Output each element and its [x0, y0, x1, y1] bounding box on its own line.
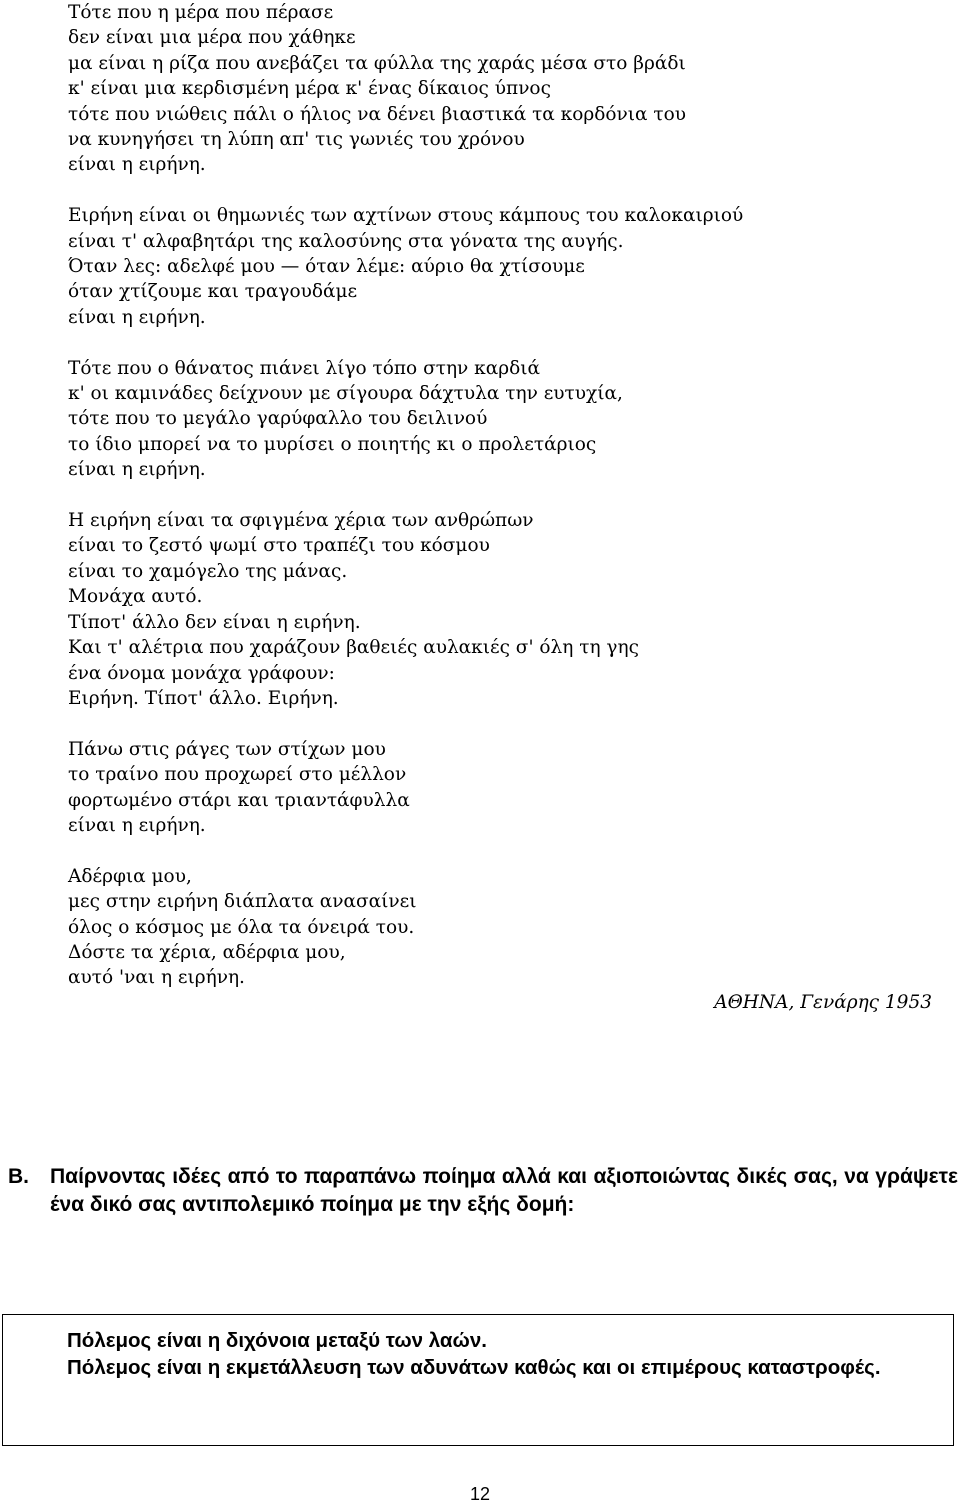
poem-line: Ειρήνη είναι οι θημωνιές των αχτίνων στους κάμπους του καλοκαιριού [68, 205, 744, 227]
task-text: Παίρνοντας ιδέες από το παραπάνω ποίημα αλλά και αξιοποιώντας δικές σας, να γράψετε ένα δικό σας αντιπολεμικό ποίημα με την εξής δομή: [50, 1165, 958, 1216]
poem-line: είναι η ειρήνη. [68, 814, 206, 836]
poem-line: δεν είναι μια μέρα που χάθηκε [68, 27, 356, 49]
poem-line: Τότε που η μέρα που πέρασε [68, 2, 334, 23]
poem-line: το ίδιο μπορεί να το μυρίσει ο ποιητής κι ο προλετάριος [68, 433, 597, 455]
task-letter: Β. [8, 1165, 29, 1188]
poem-line: τότε που το μεγάλο γαρύφαλλο του δειλινού [68, 408, 488, 430]
poem-line: το τραίνο που προχωρεί στο μέλλον [68, 764, 407, 786]
poem [68, 0, 948, 991]
example-line: Πόλεμος είναι η διχόνοια μεταξύ των λαών. [67, 1329, 487, 1352]
poem-line: είναι το χαμόγελο της μάνας. [68, 560, 348, 582]
poem-line: είναι τ' αλφαβητάρι της καλοσύνης στα γόνατα της αυγής. [68, 230, 624, 252]
poem-line: Τίποτ' άλλο δεν είναι η ειρήνη. [68, 611, 361, 633]
poem-line: κ' είναι μια κερδισμένη μέρα κ' ένας δίκαιος ύπνος [68, 78, 551, 100]
poem-line: όταν χτίζουμε και τραγουδάμε [68, 281, 358, 303]
poem-signature: ΑΘΗΝΑ, Γενάρης 1953 [714, 992, 932, 1013]
poem-line: Όταν λες: αδελφέ μου — όταν λέμε: αύριο θα χτίσουμε [68, 256, 585, 278]
poem-line: φορτωμένο στάρι και τριαντάφυλλα [68, 789, 410, 811]
poem-line: Και τ' αλέτρια που χαράζουν βαθειές αυλακιές σ' όλη τη γης [68, 637, 639, 659]
page-number: 12 [469, 1484, 491, 1504]
poem-line: να κυνηγήσει τη λύπη απ' τις γωνιές του χρόνου [68, 129, 525, 151]
poem-line: μες στην ειρήνη διάπλατα ανασαίνει [68, 891, 417, 913]
poem-line: Τότε που ο θάνατος πιάνει λίγο τόπο στην καρδιά [68, 357, 540, 379]
poem-line: όλος ο κόσμος με όλα τα όνειρά του. [68, 916, 415, 938]
stanza-6 [68, 864, 948, 991]
poem-line: Ειρήνη. Τίποτ' άλλο. Ειρήνη. [68, 687, 339, 709]
stanza-1 [68, 0, 948, 178]
poem-line: Πάνω στις ράγες των στίχων μου [68, 738, 386, 760]
stanza-4 [68, 508, 948, 711]
poem-line: ένα όνομα μονάχα γράφουν: [68, 662, 335, 684]
example-line: Πόλεμος είναι η εκμετάλλευση των αδυνάτων καθώς και οι επιμέρους καταστροφές. [67, 1356, 881, 1379]
poem-line: είναι το ζεστό ψωμί στο τραπέζι του κόσμου [68, 535, 490, 557]
example-box [2, 1314, 954, 1446]
stanza-3 [68, 356, 948, 483]
poem-line: Αδέρφια μου, [68, 865, 192, 887]
poem-line: Δόστε τα χέρια, αδέρφια μου, [68, 941, 346, 963]
poem-line: είναι η ειρήνη. [68, 306, 206, 328]
poem-line: είναι η ειρήνη. [68, 459, 206, 481]
poem-line: κ' οι καμινάδες δείχνουν με σίγουρα δάχτυλα την ευτυχία, [68, 383, 623, 405]
poem-line: Μονάχα αυτό. [68, 586, 203, 608]
poem-line: είναι η ειρήνη. [68, 154, 206, 176]
poem-line: Η ειρήνη είναι τα σφιγμένα χέρια των ανθρώπων [68, 510, 534, 532]
poem-line: μα είναι η ρίζα που ανεβάζει τα φύλλα της χαράς μέσα στο βράδι [68, 52, 686, 74]
task-instruction [8, 1163, 958, 1219]
stanza-5 [68, 737, 948, 839]
stanza-2 [68, 203, 948, 330]
poem-line: τότε που νιώθεις πάλι ο ήλιος να δένει βιαστικά τα κορδόνια του [68, 103, 687, 125]
poem-line: αυτό 'ναι η ειρήνη. [68, 967, 245, 989]
